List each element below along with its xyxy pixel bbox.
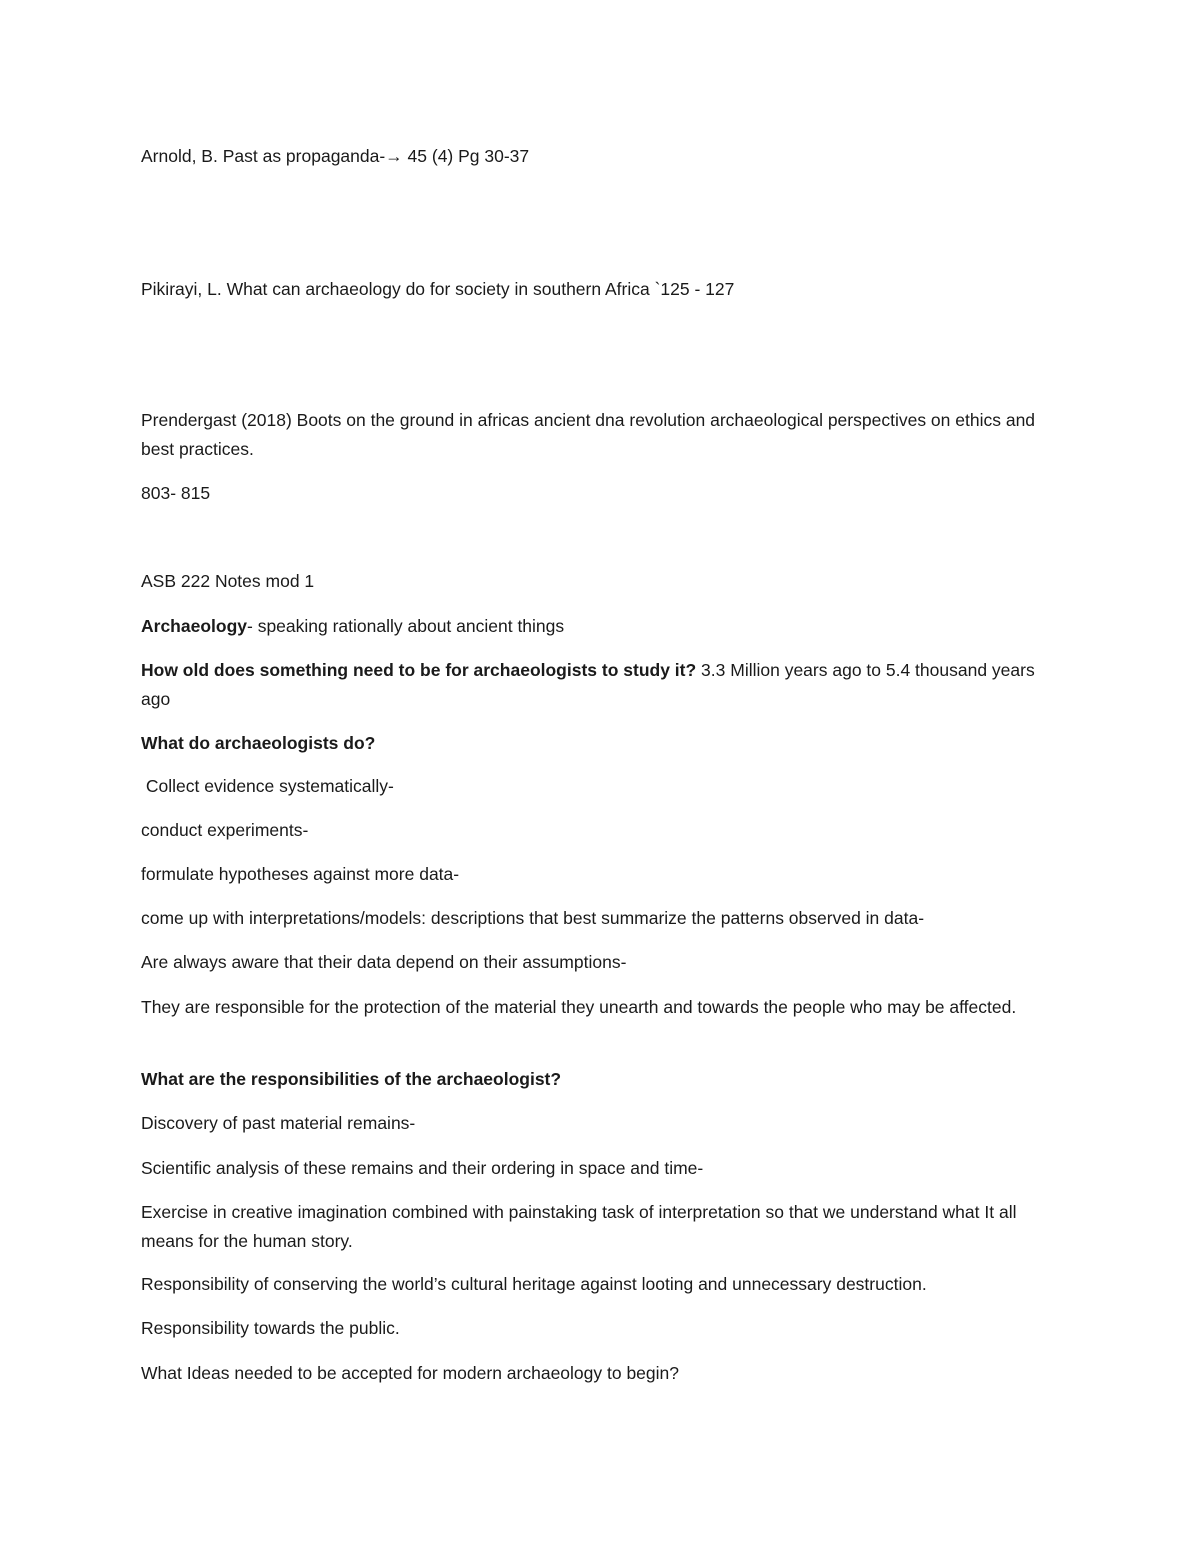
do-item-6: They are responsible for the protection of the material they unearth and towards the people who may be affected. — [141, 997, 1017, 1017]
archaeology-term: Archaeology — [141, 616, 247, 636]
resp-item-2: Scientific analysis of these remains and their ordering in space and time- — [141, 1158, 704, 1178]
resp-item-1: Discovery of past material remains- — [141, 1113, 416, 1133]
archaeology-def-text: - speaking rationally about ancient things — [247, 616, 565, 636]
do-item-3: formulate hypotheses against more data- — [141, 864, 460, 884]
resp-item-3: Exercise in creative imagination combined with painstaking task of interpretation so that we understand what It all means for the human story. — [141, 1202, 1017, 1251]
reference-prendergast: Prendergast (2018) Boots on the ground in africas ancient dna revolution archaeological perspectives on ethics and best practices. — [141, 410, 1036, 459]
ideas-question: What Ideas needed to be accepted for modern archaeology to begin? — [141, 1363, 680, 1383]
do-item-1: Collect evidence systematically- — [141, 776, 394, 796]
responsibilities-question: What are the responsibilities of the archaeologist? — [141, 1069, 562, 1089]
do-item-5: Are always aware that their data depend on their assumptions- — [141, 952, 627, 972]
age-answer: 3.3 Million years ago to 5.4 thousand years ago — [141, 660, 1035, 709]
archaeology-definition — [141, 612, 1061, 641]
do-item-2: conduct experiments- — [141, 820, 309, 840]
resp-item-5: Responsibility towards the public. — [141, 1318, 400, 1338]
reference-arnold: Arnold, B. Past as propaganda-→ 45 (4) Pg 30-37 — [141, 146, 530, 166]
resp-item-4: Responsibility of conserving the world’s cultural heritage against looting and unnecessary destruction. — [141, 1274, 927, 1294]
do-item-4: come up with interpretations/models: descriptions that best summarize the patterns observed in data- — [141, 908, 925, 928]
reference-pikirayi: Pikirayi, L. What can archaeology do for society in southern Africa `125 - 127 — [141, 279, 735, 299]
notes-heading: ASB 222 Notes mod 1 — [141, 571, 315, 591]
do-question: What do archaeologists do? — [141, 733, 376, 753]
age-question-block — [141, 656, 1061, 714]
age-question: How old does something need to be for archaeologists to study it? — [141, 660, 697, 680]
reference-prendergast-pages: 803- 815 — [141, 483, 211, 503]
